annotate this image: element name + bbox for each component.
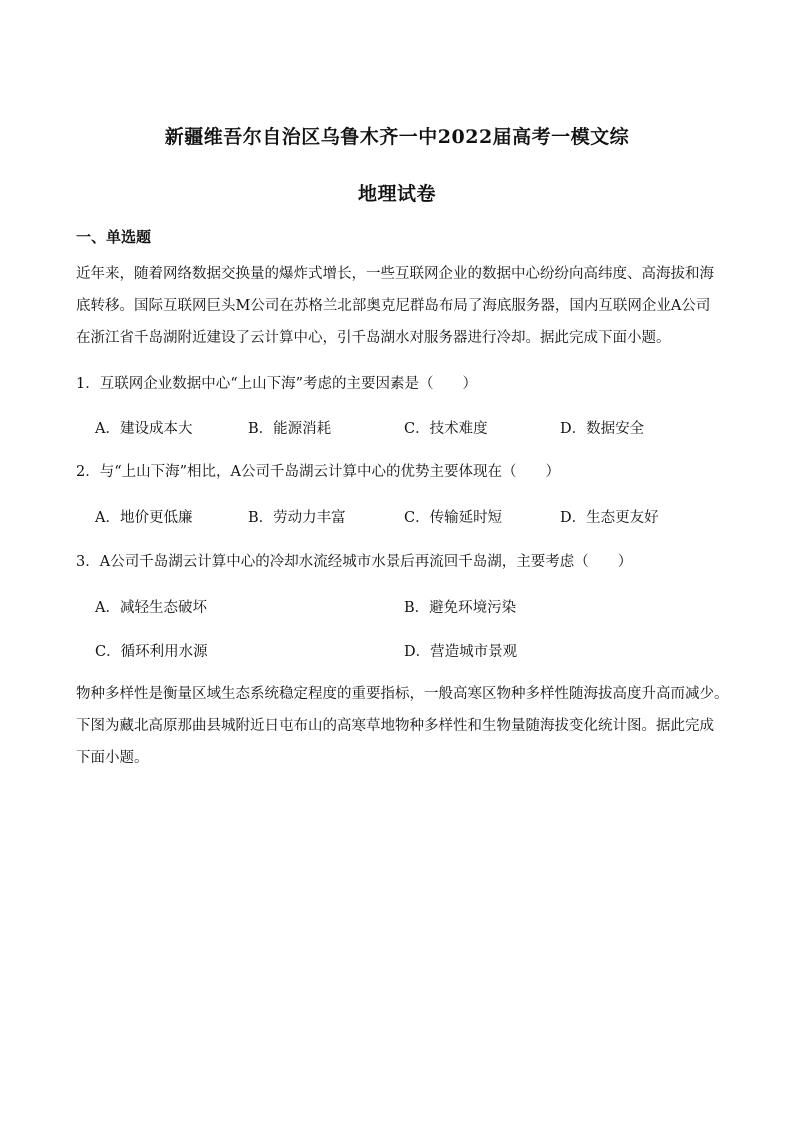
question-1-option-b[interactable]: B．能源消耗 [248, 421, 332, 437]
exam-title: 新疆维吾尔自治区乌鲁木齐一中2022届高考一模文综 [164, 126, 630, 148]
question-3-stem: 3．A公司千岛湖云计算中心的冷却水流经城市水景后再流回千岛湖，主要考虑（ ） [76, 554, 633, 570]
question-1-option-a[interactable]: A．建设成本大 [95, 421, 193, 437]
reading-passage-2 [76, 678, 729, 774]
question-3-option-d[interactable]: D．营造城市景观 [404, 644, 518, 660]
passage-line: 下图为藏北高原那曲县城附近日屯布山的高寒草地物种多样性和生物量随海拔变化统计图。据此完成 [76, 718, 714, 734]
question-2-option-c[interactable]: C．传输延时短 [404, 510, 503, 526]
reading-passage-1 [76, 258, 726, 354]
passage-line: 下面小题。 [76, 750, 149, 766]
exam-subtitle: 地理试卷 [357, 183, 436, 205]
question-1-stem: 1．互联网企业数据中心“上山下海”考虑的主要因素是（ ） [76, 376, 478, 392]
question-2-stem: 2．与“上山下海”相比，A公司千岛湖云计算中心的优势主要体现在（ ） [76, 464, 561, 480]
question-3-option-b[interactable]: B．避免环境污染 [404, 600, 517, 616]
question-3-option-c[interactable]: C．循环利用水源 [95, 644, 208, 660]
section-heading: 一、单选题 [76, 228, 152, 246]
question-3-option-a[interactable]: A．减轻生态破坏 [95, 600, 207, 616]
passage-line: 底转移。国际互联网巨头M公司在苏格兰北部奥克尼群岛布局了海底服务器，国内互联网企业A公司 [76, 298, 711, 314]
passage-line: 物种多样性是衡量区域生态系统稳定程度的重要指标，一般高寒区物种多样性随海拔高度升高而减少。 [76, 686, 729, 702]
question-1-option-c[interactable]: C．技术难度 [404, 421, 488, 437]
question-2-option-a[interactable]: A．地价更低廉 [95, 510, 193, 526]
question-2-option-b[interactable]: B．劳动力丰富 [248, 510, 346, 526]
passage-line: 在浙江省千岛湖附近建设了云计算中心，引千岛湖水对服务器进行冷却。据此完成下面小题。 [76, 330, 671, 346]
question-1-option-d[interactable]: D．数据安全 [560, 421, 645, 437]
passage-line: 近年来，随着网络数据交换量的爆炸式增长，一些互联网企业的数据中心纷纷向高纬度、高海拔和海 [76, 266, 714, 282]
question-2-option-d[interactable]: D．生态更友好 [560, 510, 659, 526]
